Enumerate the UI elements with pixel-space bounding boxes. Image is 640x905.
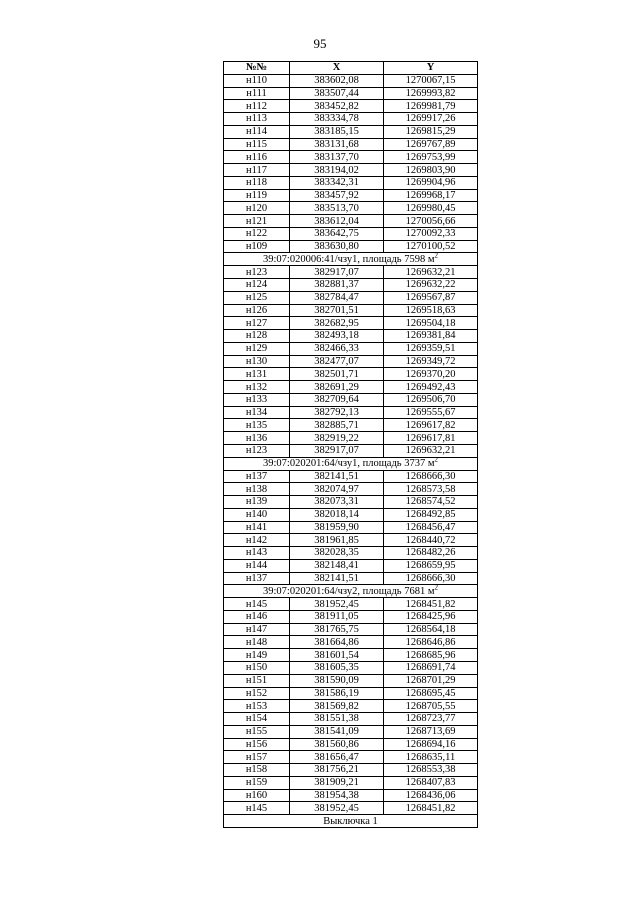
point-number-cell: н154 — [224, 713, 290, 726]
table-row — [224, 317, 478, 330]
x-coordinate-cell: 383642,75 — [290, 227, 384, 240]
table-row — [224, 636, 478, 649]
x-coordinate-cell: 381551,38 — [290, 713, 384, 726]
table-row — [224, 164, 478, 177]
table-row — [224, 419, 478, 432]
x-coordinate-cell: 382919,22 — [290, 432, 384, 445]
x-coordinate-cell: 381605,35 — [290, 661, 384, 674]
x-coordinate-cell: 383342,31 — [290, 176, 384, 189]
x-coordinate-cell: 382477,07 — [290, 355, 384, 368]
table-row — [224, 279, 478, 292]
point-number-cell: н152 — [224, 687, 290, 700]
y-coordinate-cell: 1268564,18 — [384, 623, 478, 636]
y-coordinate-cell: 1268456,47 — [384, 521, 478, 534]
table-row — [224, 649, 478, 662]
table-row — [224, 113, 478, 126]
point-number-cell: н134 — [224, 406, 290, 419]
table-row — [224, 725, 478, 738]
plot-title — [224, 585, 478, 598]
point-number-cell: н151 — [224, 674, 290, 687]
point-number-cell: н137 — [224, 572, 290, 585]
point-number-cell: н136 — [224, 432, 290, 445]
y-coordinate-cell: 1270092,33 — [384, 227, 478, 240]
point-number-cell: н158 — [224, 764, 290, 777]
y-coordinate-cell: 1269504,18 — [384, 317, 478, 330]
point-number-cell: н148 — [224, 636, 290, 649]
y-coordinate-cell: 1268713,69 — [384, 725, 478, 738]
table-row — [224, 751, 478, 764]
point-number-cell: н112 — [224, 100, 290, 113]
table-row — [224, 368, 478, 381]
x-coordinate-cell: 382074,97 — [290, 483, 384, 496]
point-number-cell: н116 — [224, 151, 290, 164]
y-coordinate-cell: 1269767,89 — [384, 138, 478, 151]
x-coordinate-cell: 383194,02 — [290, 164, 384, 177]
x-coordinate-cell: 382073,31 — [290, 496, 384, 509]
plot-title-row — [224, 457, 478, 470]
table-row — [224, 496, 478, 509]
y-coordinate-cell: 1268723,77 — [384, 713, 478, 726]
plot-title-row — [224, 253, 478, 266]
area-unit-superscript: 2 — [434, 584, 438, 592]
point-number-cell: н145 — [224, 802, 290, 815]
y-coordinate-cell: 1269617,82 — [384, 419, 478, 432]
table-row — [224, 202, 478, 215]
point-number-cell: н143 — [224, 547, 290, 560]
x-coordinate-cell: 382501,71 — [290, 368, 384, 381]
point-number-cell: н156 — [224, 738, 290, 751]
y-coordinate-cell: 1269904,96 — [384, 176, 478, 189]
table-row — [224, 700, 478, 713]
table-row — [224, 559, 478, 572]
point-number-cell: н120 — [224, 202, 290, 215]
table-row — [224, 789, 478, 802]
x-coordinate-cell: 381954,38 — [290, 789, 384, 802]
point-number-cell: н130 — [224, 355, 290, 368]
point-number-cell: н131 — [224, 368, 290, 381]
point-number-cell: н111 — [224, 87, 290, 100]
point-number-cell: н142 — [224, 534, 290, 547]
y-coordinate-cell: 1268451,82 — [384, 598, 478, 611]
y-coordinate-cell: 1269381,84 — [384, 330, 478, 343]
point-number-cell: н114 — [224, 125, 290, 138]
point-number-cell: н159 — [224, 776, 290, 789]
x-coordinate-cell: 383452,82 — [290, 100, 384, 113]
header-x: X — [290, 62, 384, 75]
x-coordinate-cell: 383131,68 — [290, 138, 384, 151]
point-number-cell: н119 — [224, 189, 290, 202]
point-number-cell: н153 — [224, 700, 290, 713]
y-coordinate-cell: 1268646,86 — [384, 636, 478, 649]
table-row — [224, 598, 478, 611]
x-coordinate-cell: 382709,64 — [290, 393, 384, 406]
x-coordinate-cell: 381590,09 — [290, 674, 384, 687]
table-row — [224, 266, 478, 279]
table-row — [224, 713, 478, 726]
y-coordinate-cell: 1269632,22 — [384, 279, 478, 292]
point-number-cell: н146 — [224, 610, 290, 623]
x-coordinate-cell: 382917,07 — [290, 444, 384, 457]
header-row — [224, 62, 478, 75]
x-coordinate-cell: 381765,75 — [290, 623, 384, 636]
y-coordinate-cell: 1268694,16 — [384, 738, 478, 751]
x-coordinate-cell: 383630,80 — [290, 240, 384, 253]
point-number-cell: н144 — [224, 559, 290, 572]
y-coordinate-cell: 1269993,82 — [384, 87, 478, 100]
footer-row — [224, 815, 478, 828]
table-footer — [224, 815, 478, 828]
y-coordinate-cell: 1268425,96 — [384, 610, 478, 623]
table-row — [224, 100, 478, 113]
y-coordinate-cell: 1269567,87 — [384, 291, 478, 304]
x-coordinate-cell: 382885,71 — [290, 419, 384, 432]
x-coordinate-cell: 381560,86 — [290, 738, 384, 751]
table-row — [224, 674, 478, 687]
point-number-cell: н129 — [224, 342, 290, 355]
table-row — [224, 215, 478, 228]
table-row — [224, 176, 478, 189]
point-number-cell: н118 — [224, 176, 290, 189]
point-number-cell: н147 — [224, 623, 290, 636]
point-number-cell: н123 — [224, 444, 290, 457]
table-row — [224, 74, 478, 87]
x-coordinate-cell: 382682,95 — [290, 317, 384, 330]
point-number-cell: н133 — [224, 393, 290, 406]
y-coordinate-cell: 1268436,06 — [384, 789, 478, 802]
x-coordinate-cell: 383185,15 — [290, 125, 384, 138]
point-number-cell: н121 — [224, 215, 290, 228]
plot-title-row — [224, 585, 478, 598]
x-coordinate-cell: 382148,41 — [290, 559, 384, 572]
point-number-cell: н150 — [224, 661, 290, 674]
y-coordinate-cell: 1268701,29 — [384, 674, 478, 687]
y-coordinate-cell: 1268573,58 — [384, 483, 478, 496]
y-coordinate-cell: 1270056,66 — [384, 215, 478, 228]
table-row — [224, 572, 478, 585]
table-header — [224, 62, 478, 75]
point-number-cell: н157 — [224, 751, 290, 764]
x-coordinate-cell: 381952,45 — [290, 802, 384, 815]
table-row — [224, 227, 478, 240]
point-number-cell: н139 — [224, 496, 290, 509]
point-number-cell: н115 — [224, 138, 290, 151]
table-row — [224, 764, 478, 777]
table-row — [224, 381, 478, 394]
table-row — [224, 125, 478, 138]
x-coordinate-cell: 383612,04 — [290, 215, 384, 228]
table-row — [224, 687, 478, 700]
table-row — [224, 342, 478, 355]
x-coordinate-cell: 382466,33 — [290, 342, 384, 355]
y-coordinate-cell: 1268659,95 — [384, 559, 478, 572]
x-coordinate-cell: 382691,29 — [290, 381, 384, 394]
x-coordinate-cell: 381664,86 — [290, 636, 384, 649]
table-row — [224, 521, 478, 534]
point-number-cell: н145 — [224, 598, 290, 611]
y-coordinate-cell: 1269555,67 — [384, 406, 478, 419]
plot-title-text: 39:07:020006:41/чзу1, площадь 7598 м — [262, 253, 435, 265]
x-coordinate-cell: 382493,18 — [290, 330, 384, 343]
point-number-cell: н138 — [224, 483, 290, 496]
y-coordinate-cell: 1269617,81 — [384, 432, 478, 445]
x-coordinate-cell: 383137,70 — [290, 151, 384, 164]
point-number-cell: н123 — [224, 266, 290, 279]
table-row — [224, 738, 478, 751]
area-unit-superscript: 2 — [434, 252, 438, 260]
x-coordinate-cell: 381952,45 — [290, 598, 384, 611]
table-row — [224, 776, 478, 789]
y-coordinate-cell: 1270067,15 — [384, 74, 478, 87]
header-point-number: №№ — [224, 62, 290, 75]
table-row — [224, 534, 478, 547]
y-coordinate-cell: 1268492,85 — [384, 508, 478, 521]
point-number-cell: н113 — [224, 113, 290, 126]
table-row — [224, 802, 478, 815]
table-row — [224, 661, 478, 674]
table-row — [224, 406, 478, 419]
y-coordinate-cell: 1268666,30 — [384, 572, 478, 585]
y-coordinate-cell: 1269917,26 — [384, 113, 478, 126]
y-coordinate-cell: 1270100,52 — [384, 240, 478, 253]
point-number-cell: н140 — [224, 508, 290, 521]
y-coordinate-cell: 1268574,52 — [384, 496, 478, 509]
y-coordinate-cell: 1269492,43 — [384, 381, 478, 394]
y-coordinate-cell: 1269632,21 — [384, 444, 478, 457]
point-number-cell: н124 — [224, 279, 290, 292]
x-coordinate-cell: 382141,51 — [290, 470, 384, 483]
y-coordinate-cell: 1269968,17 — [384, 189, 478, 202]
point-number-cell: н135 — [224, 419, 290, 432]
coordinates-table — [223, 61, 478, 828]
x-coordinate-cell: 381909,21 — [290, 776, 384, 789]
point-number-cell: н109 — [224, 240, 290, 253]
x-coordinate-cell: 381911,05 — [290, 610, 384, 623]
y-coordinate-cell: 1269349,72 — [384, 355, 478, 368]
y-coordinate-cell: 1269753,99 — [384, 151, 478, 164]
y-coordinate-cell: 1269518,63 — [384, 304, 478, 317]
x-coordinate-cell: 382917,07 — [290, 266, 384, 279]
x-coordinate-cell: 382701,51 — [290, 304, 384, 317]
y-coordinate-cell: 1269980,45 — [384, 202, 478, 215]
point-number-cell: н155 — [224, 725, 290, 738]
y-coordinate-cell: 1268482,26 — [384, 547, 478, 560]
x-coordinate-cell: 382784,47 — [290, 291, 384, 304]
y-coordinate-cell: 1268635,11 — [384, 751, 478, 764]
table-row — [224, 623, 478, 636]
point-number-cell: н125 — [224, 291, 290, 304]
y-coordinate-cell: 1269815,29 — [384, 125, 478, 138]
point-number-cell: н127 — [224, 317, 290, 330]
y-coordinate-cell: 1269981,79 — [384, 100, 478, 113]
x-coordinate-cell: 382792,13 — [290, 406, 384, 419]
table-row — [224, 483, 478, 496]
point-number-cell: н132 — [224, 381, 290, 394]
table-row — [224, 189, 478, 202]
table-row — [224, 355, 478, 368]
point-number-cell: н160 — [224, 789, 290, 802]
y-coordinate-cell: 1268695,45 — [384, 687, 478, 700]
plot-title — [224, 253, 478, 266]
x-coordinate-cell: 381569,82 — [290, 700, 384, 713]
y-coordinate-cell: 1268440,72 — [384, 534, 478, 547]
point-number-cell: н126 — [224, 304, 290, 317]
table-row — [224, 304, 478, 317]
table-row — [224, 547, 478, 560]
x-coordinate-cell: 381959,90 — [290, 521, 384, 534]
table-row — [224, 393, 478, 406]
y-coordinate-cell: 1268685,96 — [384, 649, 478, 662]
y-coordinate-cell: 1269506,70 — [384, 393, 478, 406]
point-number-cell: н141 — [224, 521, 290, 534]
x-coordinate-cell: 381541,09 — [290, 725, 384, 738]
y-coordinate-cell: 1269632,21 — [384, 266, 478, 279]
x-coordinate-cell: 383602,08 — [290, 74, 384, 87]
table-row — [224, 444, 478, 457]
y-coordinate-cell: 1269370,20 — [384, 368, 478, 381]
table-row — [224, 291, 478, 304]
y-coordinate-cell: 1268691,74 — [384, 661, 478, 674]
x-coordinate-cell: 381656,47 — [290, 751, 384, 764]
plot-title — [224, 457, 478, 470]
x-coordinate-cell: 383334,78 — [290, 113, 384, 126]
table-row — [224, 610, 478, 623]
plot-title-text: 39:07:020201:64/чзу2, площадь 7681 м — [262, 585, 435, 597]
x-coordinate-cell: 383513,70 — [290, 202, 384, 215]
point-number-cell: н122 — [224, 227, 290, 240]
y-coordinate-cell: 1269803,90 — [384, 164, 478, 177]
y-coordinate-cell: 1268553,38 — [384, 764, 478, 777]
area-unit-superscript: 2 — [434, 457, 438, 464]
y-coordinate-cell: 1269359,51 — [384, 342, 478, 355]
table-row — [224, 470, 478, 483]
x-coordinate-cell: 382018,14 — [290, 508, 384, 521]
table-row — [224, 87, 478, 100]
x-coordinate-cell: 382028,35 — [290, 547, 384, 560]
x-coordinate-cell: 381961,85 — [290, 534, 384, 547]
y-coordinate-cell: 1268407,83 — [384, 776, 478, 789]
table-row — [224, 330, 478, 343]
x-coordinate-cell: 381756,21 — [290, 764, 384, 777]
table-row — [224, 151, 478, 164]
table-row — [224, 508, 478, 521]
point-number-cell: н149 — [224, 649, 290, 662]
point-number-cell: н117 — [224, 164, 290, 177]
page-number: 95 — [313, 36, 327, 51]
x-coordinate-cell: 382141,51 — [290, 572, 384, 585]
point-number-cell: н137 — [224, 470, 290, 483]
x-coordinate-cell: 381601,54 — [290, 649, 384, 662]
y-coordinate-cell: 1268451,82 — [384, 802, 478, 815]
table-body — [224, 74, 478, 814]
x-coordinate-cell: 381586,19 — [290, 687, 384, 700]
table-row — [224, 240, 478, 253]
point-number-cell: н128 — [224, 330, 290, 343]
x-coordinate-cell: 383457,92 — [290, 189, 384, 202]
header-y: Y — [384, 62, 478, 75]
table-row — [224, 138, 478, 151]
y-coordinate-cell: 1268705,55 — [384, 700, 478, 713]
footer-note: Выключка 1 — [224, 815, 478, 828]
point-number-cell: н110 — [224, 74, 290, 87]
x-coordinate-cell: 382881,37 — [290, 279, 384, 292]
y-coordinate-cell: 1268666,30 — [384, 470, 478, 483]
x-coordinate-cell: 383507,44 — [290, 87, 384, 100]
plot-title-text: 39:07:020201:64/чзу1, площадь 3737 м — [262, 458, 435, 470]
table-row — [224, 432, 478, 445]
